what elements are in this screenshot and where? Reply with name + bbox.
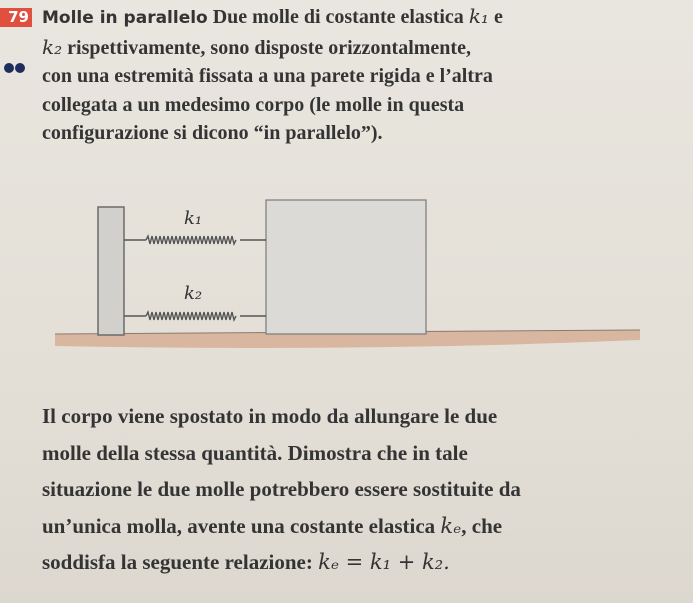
relation-formula: kₑ = k₁ + k₂.: [318, 550, 450, 574]
symbol-k1: k₁: [468, 4, 489, 28]
intro-line-3: con una estremità fissata a una parete rigida e l’altra: [42, 65, 493, 87]
label-k1: k₁: [184, 208, 203, 229]
spring-top: [124, 236, 266, 244]
body-line-2: molle della stessa quantità. Dimostra che in tale: [42, 440, 468, 465]
intro-text-3: rispettivamente, sono disposte orizzontalmente,: [67, 36, 471, 59]
label-k2: k₂: [184, 283, 203, 304]
exercise-number: 79: [0, 8, 32, 27]
body-line-3: situazione le due molle potrebbero essere sostituite da: [42, 477, 521, 501]
symbol-k2: k₂: [42, 34, 63, 59]
body-line-1: Il corpo viene spostato in modo da allungare le due: [42, 404, 498, 428]
problem-body: [42, 398, 682, 581]
body-text-6: soddisfa la seguente relazione:: [42, 550, 319, 574]
body-text-5: , che: [461, 513, 503, 538]
exercise-title: Molle in parallelo: [42, 8, 208, 28]
symbol-ke: kₑ: [440, 513, 462, 538]
springs-diagram: [0, 180, 693, 375]
intro-line-5: configurazione si dicono “in parallelo”).: [42, 122, 383, 144]
intro-line-2: [42, 33, 692, 63]
difficulty-dot: [15, 63, 25, 73]
wall: [98, 207, 124, 335]
body-line-5: [42, 544, 682, 581]
difficulty-dot: [4, 63, 14, 73]
intro-text-1: Due molle di costante elastica: [212, 6, 469, 28]
body-text-4: un’unica molla, avente una costante elastica: [42, 513, 441, 538]
spring-bottom: [124, 312, 266, 320]
block: [266, 200, 426, 334]
body-line-4: [42, 508, 682, 545]
intro-line-4: collegata a un medesimo corpo (le molle in questa: [42, 93, 465, 116]
intro-text-2: e: [493, 6, 503, 28]
difficulty-indicator: [4, 58, 26, 77]
problem-intro: [42, 2, 692, 148]
intro-line-1: [42, 2, 692, 33]
